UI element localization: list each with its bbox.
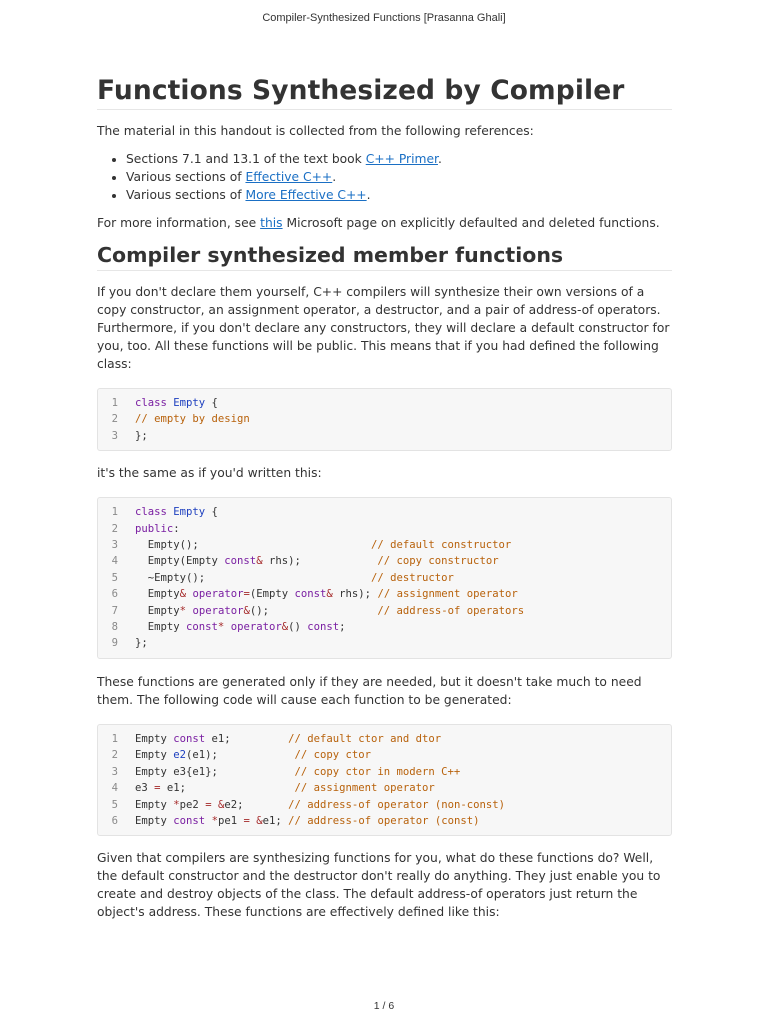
line-number: 4 [111,555,118,568]
line-number: 3 [111,539,118,552]
code-line [98,603,671,619]
code-block-usage [97,724,672,836]
code-line [98,635,671,651]
line-number: 7 [111,604,118,617]
code-text: class Empty { [135,506,218,519]
references-list [97,150,672,204]
line-number: 5 [111,798,118,811]
more-info-paragraph: For more information, see this Microsoft page on explicitly defaulted and deleted functions. [97,216,660,230]
code-line [98,813,671,829]
code-line [98,521,671,537]
line-number: 5 [111,571,118,584]
code-text: ~Empty(); // destructor [135,571,454,584]
code-text: Empty const* operator&() const; [135,621,346,634]
code-line [98,619,671,635]
more-effective-cpp-link[interactable]: More Effective C++ [245,188,367,202]
line-number: 6 [111,814,118,827]
line-number: 4 [111,782,118,795]
code-line [98,411,671,427]
page-content [97,74,672,921]
code-text: Empty e3{e1}; // copy ctor in modern C++ [135,765,461,778]
code-line [98,780,671,796]
code-line [98,504,671,520]
code-line [98,586,671,602]
code-text: }; [135,429,148,442]
reference-item: • Various sections of More Effective C++. [126,186,672,204]
effective-cpp-link[interactable]: Effective C++ [245,170,333,184]
code-text: Empty(); // default constructor [135,539,512,552]
line-number: 1 [111,732,118,745]
code-text: Empty *pe2 = &e2; // address-of operator (non-const) [135,798,505,811]
code-line [98,553,671,569]
line-number: 8 [111,621,118,634]
section-heading: Compiler synthesized member functions [97,241,672,271]
code-text: class Empty { [135,397,218,409]
code-text: Empty(Empty const& rhs); // copy constructor [135,555,499,568]
line-number: 6 [111,588,118,601]
code-line [98,747,671,763]
code-text: }; [135,637,148,650]
line-number: 1 [111,506,118,519]
page-number: 1 / 6 [373,1000,395,1012]
line-number: 2 [111,522,118,535]
code-text: Empty const e1; // default ctor and dtor [135,732,442,745]
line-number: 2 [111,413,118,426]
code-line [98,537,671,553]
line-number: 3 [111,765,118,778]
cpp-primer-link[interactable]: C++ Primer [365,152,438,166]
intro-paragraph: The material in this handout is collected from the following references: [97,124,534,138]
code-text: Empty* operator&(); // address-of operators [135,604,525,617]
line-number: 3 [111,429,118,442]
code-text: public: [135,522,180,535]
code-line [98,395,671,411]
running-header: Compiler-Synthesized Functions [Prasanna Ghali] [262,12,506,24]
reference-item: • Sections 7.1 and 13.1 of the text book C++ Primer. [126,150,672,168]
page-title: Functions Synthesized by Compiler [97,74,672,110]
code-block-empty-class [97,388,672,451]
code-line [98,428,671,444]
reference-item: • Various sections of Effective C++. [126,168,672,186]
code-text: Empty e2(e1); // copy ctor [135,749,372,762]
line-number: 1 [111,397,118,409]
body-paragraph: it's the same as if you'd written this: [97,466,322,481]
code-line [98,764,671,780]
body-paragraph: Given that compilers are synthesizing functions for you, what do these functions do? Well, the default constructor and the destructor don't really do anything. They just enable you to create and destroy objects of the class. The default address-of operators just return the object's address. These functions are effectively defined like this: [97,851,661,920]
code-text: // empty by design [135,413,250,426]
line-number: 2 [111,749,118,762]
code-line [98,731,671,747]
code-line [98,797,671,813]
code-text: Empty const *pe1 = &e1; // address-of operator (const) [135,814,480,827]
line-number: 9 [111,637,118,650]
code-text: Empty& operator=(Empty const& rhs); // assignment operator [135,588,518,601]
body-paragraph: If you don't declare them yourself, C++ compilers will synthesize their own versions of a copy constructor, an assignment operator, a destructor, and a pair of address-of operators. Furthermore, if you don't declare any constructors, they will declare a default constructor for you, too. All these functions will be public. This means that if you had defined the following class: [97,285,670,371]
code-block-expanded-class [97,497,672,659]
code-line [98,570,671,586]
body-paragraph: These functions are generated only if they are needed, but it doesn't take much to need them. The following code will cause each function to be generated: [97,674,642,707]
microsoft-page-link[interactable]: this [260,216,283,230]
code-text: e3 = e1; // assignment operator [135,782,435,795]
